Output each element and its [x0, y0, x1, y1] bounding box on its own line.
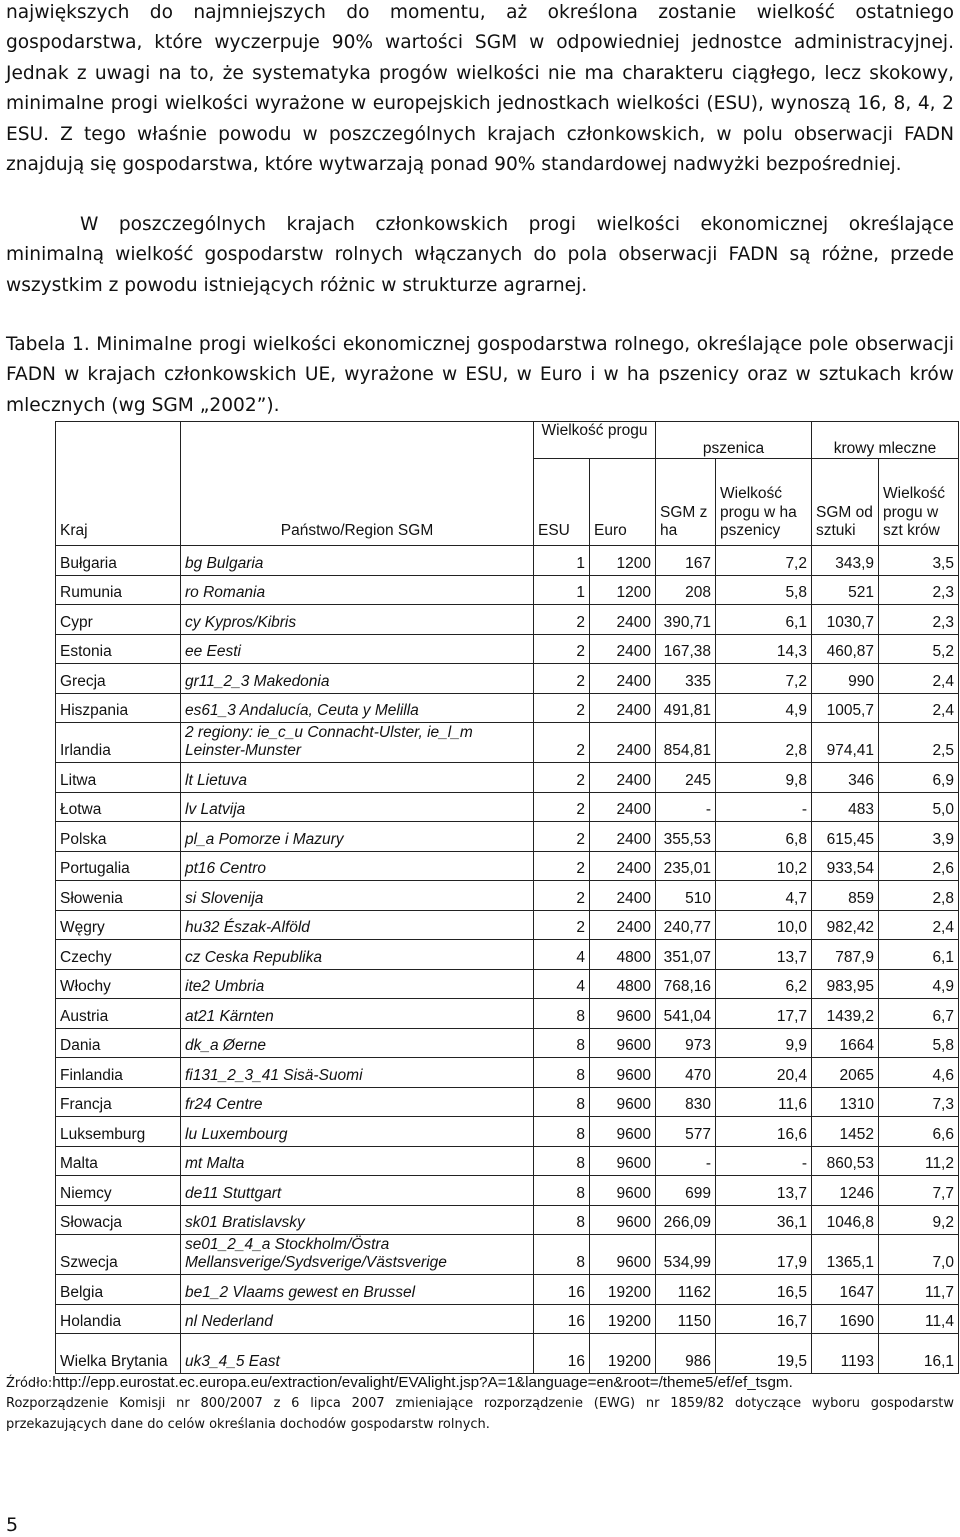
cell-sgm-szt: 990: [812, 664, 879, 694]
cell-region: uk3_4_5 East: [181, 1334, 534, 1374]
cell-sgm-ha: 1150: [656, 1304, 716, 1334]
table-row: [56, 792, 959, 822]
cell-kraj: Grecja: [56, 664, 181, 694]
cell-region: gr11_2_3 Makedonia: [181, 664, 534, 694]
cell-esu: 8: [534, 1146, 590, 1176]
cell-prog-krow: 5,8: [879, 1028, 959, 1058]
cell-prog-krow: 6,9: [879, 763, 959, 793]
cell-sgm-szt: 1310: [812, 1087, 879, 1117]
header-pszenica: pszenica: [656, 422, 812, 459]
cell-region: se01_2_4_a Stockholm/Östra Mellansverige/Sydsverige/Västsverige: [181, 1235, 534, 1275]
cell-kraj: Hiszpania: [56, 693, 181, 723]
cell-sgm-ha: -: [656, 792, 716, 822]
cell-sgm-ha: 768,16: [656, 969, 716, 999]
cell-esu: 8: [534, 1176, 590, 1206]
cell-prog-ha: 36,1: [716, 1205, 812, 1235]
cell-region: nl Nederland: [181, 1304, 534, 1334]
cell-kraj: Słowenia: [56, 881, 181, 911]
cell-kraj: Finlandia: [56, 1058, 181, 1088]
cell-esu: 2: [534, 605, 590, 635]
cell-kraj: Cypr: [56, 605, 181, 635]
cell-euro: 9600: [590, 1087, 656, 1117]
cell-region: pt16 Centro: [181, 851, 534, 881]
table-row: [56, 940, 959, 970]
cell-sgm-ha: 245: [656, 763, 716, 793]
cell-sgm-szt: 860,53: [812, 1146, 879, 1176]
cell-kraj: Holandia: [56, 1304, 181, 1334]
cell-region: mt Malta: [181, 1146, 534, 1176]
header-esu: ESU: [534, 459, 590, 546]
cell-sgm-ha: 167,38: [656, 634, 716, 664]
cell-prog-krow: 4,9: [879, 969, 959, 999]
cell-sgm-szt: 983,95: [812, 969, 879, 999]
cell-kraj: Litwa: [56, 763, 181, 793]
cell-kraj: Rumunia: [56, 575, 181, 605]
cell-region: cz Ceska Republika: [181, 940, 534, 970]
cell-prog-krow: 2,4: [879, 664, 959, 694]
header-sgm-od-sztuki: SGM od sztuki: [812, 459, 879, 546]
cell-prog-ha: 20,4: [716, 1058, 812, 1088]
cell-sgm-ha: 240,77: [656, 910, 716, 940]
cell-euro: 9600: [590, 1205, 656, 1235]
cell-esu: 1: [534, 546, 590, 576]
cell-euro: 9600: [590, 1028, 656, 1058]
cell-region: fr24 Centre: [181, 1087, 534, 1117]
cell-sgm-ha: 510: [656, 881, 716, 911]
cell-sgm-ha: 351,07: [656, 940, 716, 970]
header-wielkosc-progu: Wielkość progu: [534, 422, 656, 459]
cell-prog-krow: 7,7: [879, 1176, 959, 1206]
cell-prog-krow: 5,2: [879, 634, 959, 664]
cell-sgm-szt: 1690: [812, 1304, 879, 1334]
cell-sgm-ha: 830: [656, 1087, 716, 1117]
cell-esu: 8: [534, 1058, 590, 1088]
table-row: [56, 664, 959, 694]
cell-euro: 2400: [590, 693, 656, 723]
cell-esu: 16: [534, 1334, 590, 1374]
cell-sgm-szt: 1005,7: [812, 693, 879, 723]
table-row: [56, 546, 959, 576]
header-sgm-z-ha: SGM z ha: [656, 459, 716, 546]
cell-esu: 2: [534, 723, 590, 763]
cell-prog-krow: 3,5: [879, 546, 959, 576]
cell-prog-ha: 4,7: [716, 881, 812, 911]
cell-euro: 9600: [590, 1235, 656, 1275]
table-caption: Tabela 1. Minimalne progi wielkości ekonomicznej gospodarstwa rolnego, określające pole obserwacji FADN w krajach członkowskich UE, wyrażone w ESU, w Euro i w ha pszenicy oraz w sztukach krów mlecznych (wg SGM „2002”).: [6, 334, 954, 416]
cell-region: lu Luxembourg: [181, 1117, 534, 1147]
source-url[interactable]: http://epp.eurostat.ec.europa.eu/extraction/evalight/EVAlight.jsp?A=1&language=en&root=/theme5/ef/ef_tsgm.: [52, 1374, 793, 1391]
cell-sgm-szt: 1439,2: [812, 999, 879, 1029]
cell-prog-krow: 2,6: [879, 851, 959, 881]
cell-prog-krow: 2,5: [879, 723, 959, 763]
cell-prog-ha: 10,0: [716, 910, 812, 940]
table-row: [56, 1334, 959, 1374]
cell-region: ro Romania: [181, 575, 534, 605]
cell-euro: 2400: [590, 605, 656, 635]
table-row: [56, 1058, 959, 1088]
cell-prog-ha: 9,9: [716, 1028, 812, 1058]
table-row: [56, 1275, 959, 1305]
cell-euro: 1200: [590, 575, 656, 605]
cell-euro: 2400: [590, 851, 656, 881]
cell-prog-krow: 6,1: [879, 940, 959, 970]
cell-prog-ha: 14,3: [716, 634, 812, 664]
cell-euro: 2400: [590, 664, 656, 694]
cell-region: ee Eesti: [181, 634, 534, 664]
cell-sgm-ha: 390,71: [656, 605, 716, 635]
cell-sgm-ha: 355,53: [656, 822, 716, 852]
cell-region: fi131_2_3_41 Sisä-Suomi: [181, 1058, 534, 1088]
cell-prog-krow: 2,3: [879, 575, 959, 605]
cell-prog-ha: 13,7: [716, 940, 812, 970]
cell-esu: 2: [534, 693, 590, 723]
table-row: [56, 1176, 959, 1206]
table-body: [56, 546, 959, 1374]
table-row: [56, 851, 959, 881]
cell-euro: 2400: [590, 763, 656, 793]
table-row: [56, 969, 959, 999]
cell-sgm-szt: 1647: [812, 1275, 879, 1305]
cell-sgm-szt: 1664: [812, 1028, 879, 1058]
cell-euro: 9600: [590, 999, 656, 1029]
cell-esu: 2: [534, 881, 590, 911]
table-row: [56, 763, 959, 793]
cell-prog-ha: 7,2: [716, 546, 812, 576]
cell-esu: 2: [534, 664, 590, 694]
cell-prog-ha: 2,8: [716, 723, 812, 763]
cell-prog-ha: 16,6: [716, 1117, 812, 1147]
cell-euro: 9600: [590, 1146, 656, 1176]
page-number: 5: [6, 1514, 19, 1536]
paragraph-thresholds: W poszczególnych krajach członkowskich progi wielkości ekonomicznej określające minimalną wielkość gospodarstw rolnych włączanych do pola obserwacji FADN są różne, przede wszystkim z powodu istniejących różnic w strukturze agrarnej.: [6, 214, 954, 296]
cell-prog-krow: 5,0: [879, 792, 959, 822]
cell-region: es61_3 Andalucía, Ceuta y Melilla: [181, 693, 534, 723]
cell-prog-ha: 6,8: [716, 822, 812, 852]
cell-sgm-szt: 1193: [812, 1334, 879, 1374]
cell-kraj: Włochy: [56, 969, 181, 999]
header-krowy-mleczne: krowy mleczne: [812, 422, 959, 459]
cell-region: de11 Stuttgart: [181, 1176, 534, 1206]
cell-region: lt Lietuva: [181, 763, 534, 793]
header-kraj: Kraj: [56, 422, 181, 546]
cell-region: bg Bulgaria: [181, 546, 534, 576]
cell-prog-ha: 10,2: [716, 851, 812, 881]
cell-region: sk01 Bratislavsky: [181, 1205, 534, 1235]
cell-sgm-ha: 335: [656, 664, 716, 694]
cell-sgm-szt: 1452: [812, 1117, 879, 1147]
cell-esu: 4: [534, 969, 590, 999]
cell-sgm-szt: 1246: [812, 1176, 879, 1206]
cell-sgm-szt: 982,42: [812, 910, 879, 940]
cell-esu: 1: [534, 575, 590, 605]
cell-euro: 2400: [590, 822, 656, 852]
cell-sgm-ha: 699: [656, 1176, 716, 1206]
cell-prog-ha: 6,1: [716, 605, 812, 635]
cell-esu: 4: [534, 940, 590, 970]
cell-euro: 2400: [590, 792, 656, 822]
cell-sgm-szt: 521: [812, 575, 879, 605]
cell-kraj: Węgry: [56, 910, 181, 940]
cell-prog-ha: 11,6: [716, 1087, 812, 1117]
cell-kraj: Słowacja: [56, 1205, 181, 1235]
cell-esu: 8: [534, 999, 590, 1029]
table-row: [56, 822, 959, 852]
cell-prog-krow: 16,1: [879, 1334, 959, 1374]
cell-prog-ha: -: [716, 1146, 812, 1176]
table-row: [56, 999, 959, 1029]
cell-euro: 9600: [590, 1117, 656, 1147]
cell-prog-krow: 2,3: [879, 605, 959, 635]
cell-region: at21 Kärnten: [181, 999, 534, 1029]
source-label: Źródło:: [6, 1376, 53, 1391]
cell-kraj: Malta: [56, 1146, 181, 1176]
cell-kraj: Luksemburg: [56, 1117, 181, 1147]
table-row: [56, 1205, 959, 1235]
cell-kraj: Łotwa: [56, 792, 181, 822]
cell-euro: 1200: [590, 546, 656, 576]
cell-prog-ha: 13,7: [716, 1176, 812, 1206]
cell-prog-ha: -: [716, 792, 812, 822]
cell-kraj: Niemcy: [56, 1176, 181, 1206]
cell-prog-krow: 6,7: [879, 999, 959, 1029]
cell-sgm-ha: 854,81: [656, 723, 716, 763]
cell-sgm-ha: 534,99: [656, 1235, 716, 1275]
cell-kraj: Portugalia: [56, 851, 181, 881]
cell-kraj: Belgia: [56, 1275, 181, 1305]
cell-prog-krow: 7,3: [879, 1087, 959, 1117]
cell-prog-ha: 5,8: [716, 575, 812, 605]
cell-sgm-ha: -: [656, 1146, 716, 1176]
cell-sgm-ha: 208: [656, 575, 716, 605]
cell-region: be1_2 Vlaams gewest en Brussel: [181, 1275, 534, 1305]
regulation-note: Rozporządzenie Komisji nr 800/2007 z 6 lipca 2007 zmieniające rozporządzenie (EWG) nr 1859/82 dotyczące wyboru gospodarstw przekazujących dane do celów określania dochodów gospodarstw rolnych.: [6, 1396, 954, 1432]
cell-prog-krow: 11,2: [879, 1146, 959, 1176]
header-prog-ha: Wielkość progu w ha pszenicy: [716, 459, 812, 546]
table-row: [56, 1304, 959, 1334]
cell-kraj: Szwecja: [56, 1235, 181, 1275]
cell-kraj: Estonia: [56, 634, 181, 664]
cell-esu: 16: [534, 1275, 590, 1305]
header-region: Państwo/Region SGM: [181, 422, 534, 546]
cell-kraj: Czechy: [56, 940, 181, 970]
cell-prog-ha: 19,5: [716, 1334, 812, 1374]
table-row: [56, 634, 959, 664]
cell-esu: 8: [534, 1117, 590, 1147]
cell-prog-ha: 6,2: [716, 969, 812, 999]
cell-euro: 2400: [590, 910, 656, 940]
cell-sgm-szt: 933,54: [812, 851, 879, 881]
cell-sgm-ha: 973: [656, 1028, 716, 1058]
cell-sgm-ha: 470: [656, 1058, 716, 1088]
cell-region: lv Latvija: [181, 792, 534, 822]
cell-prog-krow: 3,9: [879, 822, 959, 852]
cell-euro: 4800: [590, 969, 656, 999]
cell-kraj: Francja: [56, 1087, 181, 1117]
cell-kraj: Bułgaria: [56, 546, 181, 576]
cell-esu: 2: [534, 792, 590, 822]
cell-esu: 2: [534, 822, 590, 852]
cell-sgm-szt: 1046,8: [812, 1205, 879, 1235]
table-row: [56, 1028, 959, 1058]
cell-prog-ha: 17,9: [716, 1235, 812, 1275]
cell-region: si Slovenija: [181, 881, 534, 911]
cell-euro: 2400: [590, 723, 656, 763]
cell-kraj: Wielka Brytania: [56, 1334, 181, 1374]
cell-sgm-ha: 266,09: [656, 1205, 716, 1235]
cell-region: hu32 Észak-Alföld: [181, 910, 534, 940]
table-row: [56, 1087, 959, 1117]
cell-region: cy Kypros/Kibris: [181, 605, 534, 635]
table-row: [56, 575, 959, 605]
cell-esu: 2: [534, 851, 590, 881]
cell-prog-krow: 11,7: [879, 1275, 959, 1305]
cell-prog-krow: 4,6: [879, 1058, 959, 1088]
table-header-row-top: [56, 422, 959, 459]
cell-euro: 19200: [590, 1334, 656, 1374]
cell-region: pl_a Pomorze i Mazury: [181, 822, 534, 852]
cell-prog-krow: 9,2: [879, 1205, 959, 1235]
table-row: [56, 1117, 959, 1147]
header-prog-krow: Wielkość progu w szt krów: [879, 459, 959, 546]
cell-sgm-ha: 577: [656, 1117, 716, 1147]
cell-prog-ha: 4,9: [716, 693, 812, 723]
cell-euro: 2400: [590, 881, 656, 911]
cell-sgm-szt: 974,41: [812, 723, 879, 763]
header-euro: Euro: [590, 459, 656, 546]
cell-sgm-ha: 1162: [656, 1275, 716, 1305]
cell-sgm-szt: 2065: [812, 1058, 879, 1088]
cell-region: ite2 Umbria: [181, 969, 534, 999]
cell-sgm-szt: 1030,7: [812, 605, 879, 635]
cell-region: dk_a Øerne: [181, 1028, 534, 1058]
thresholds-table: [55, 421, 959, 1374]
cell-euro: 4800: [590, 940, 656, 970]
cell-esu: 2: [534, 910, 590, 940]
cell-sgm-szt: 483: [812, 792, 879, 822]
cell-prog-ha: 7,2: [716, 664, 812, 694]
cell-prog-krow: 7,0: [879, 1235, 959, 1275]
cell-kraj: Irlandia: [56, 723, 181, 763]
cell-esu: 8: [534, 1205, 590, 1235]
cell-sgm-szt: 1365,1: [812, 1235, 879, 1275]
cell-prog-krow: 11,4: [879, 1304, 959, 1334]
cell-prog-krow: 2,4: [879, 693, 959, 723]
table-row: [56, 881, 959, 911]
cell-prog-ha: 17,7: [716, 999, 812, 1029]
cell-esu: 2: [534, 763, 590, 793]
cell-esu: 16: [534, 1304, 590, 1334]
cell-sgm-szt: 859: [812, 881, 879, 911]
table-row: [56, 605, 959, 635]
cell-esu: 8: [534, 1235, 590, 1275]
cell-euro: 19200: [590, 1275, 656, 1305]
cell-sgm-ha: 235,01: [656, 851, 716, 881]
cell-sgm-ha: 491,81: [656, 693, 716, 723]
cell-euro: 9600: [590, 1058, 656, 1088]
cell-euro: 2400: [590, 634, 656, 664]
cell-region: 2 regiony: ie_c_u Connacht-Ulster, ie_l_m Leinster-Munster: [181, 723, 534, 763]
source-line: [6, 1373, 954, 1394]
cell-kraj: Austria: [56, 999, 181, 1029]
cell-sgm-szt: 787,9: [812, 940, 879, 970]
cell-sgm-ha: 541,04: [656, 999, 716, 1029]
cell-sgm-ha: 986: [656, 1334, 716, 1374]
table-row: [56, 1235, 959, 1275]
table-row: [56, 910, 959, 940]
cell-esu: 8: [534, 1087, 590, 1117]
cell-prog-ha: 16,7: [716, 1304, 812, 1334]
table-row: [56, 693, 959, 723]
table-row: [56, 723, 959, 763]
cell-kraj: Polska: [56, 822, 181, 852]
cell-sgm-szt: 615,45: [812, 822, 879, 852]
table-row: [56, 1146, 959, 1176]
cell-sgm-ha: 167: [656, 546, 716, 576]
cell-kraj: Dania: [56, 1028, 181, 1058]
cell-euro: 9600: [590, 1176, 656, 1206]
cell-esu: 8: [534, 1028, 590, 1058]
cell-prog-ha: 9,8: [716, 763, 812, 793]
cell-sgm-szt: 460,87: [812, 634, 879, 664]
paragraph-intro: największych do najmniejszych do momentu, aż określona zostanie wielkość ostatniego gospodarstwa, które wyczerpuje 90% wartości SGM w odpowiedniej jednostce administracyjnej. Jednak z uwagi na to, że systematyka progów wielkości nie ma charakteru ciągłego, lecz skokowy, minimalne progi wielkości wyrażone w europejskich jednostkach wielkości (ESU), wynoszą 16, 8, 4, 2 ESU. Z tego właśnie powodu w poszczególnych krajach członkowskich, w polu obserwacji FADN znajdują się gospodarstwa, które wytwarzają ponad 90% standardowej nadwyżki bezpośredniej.: [6, 2, 954, 176]
cell-esu: 2: [534, 634, 590, 664]
cell-sgm-szt: 343,9: [812, 546, 879, 576]
cell-sgm-szt: 346: [812, 763, 879, 793]
cell-prog-krow: 6,6: [879, 1117, 959, 1147]
cell-euro: 19200: [590, 1304, 656, 1334]
cell-prog-krow: 2,8: [879, 881, 959, 911]
cell-prog-ha: 16,5: [716, 1275, 812, 1305]
cell-prog-krow: 2,4: [879, 910, 959, 940]
